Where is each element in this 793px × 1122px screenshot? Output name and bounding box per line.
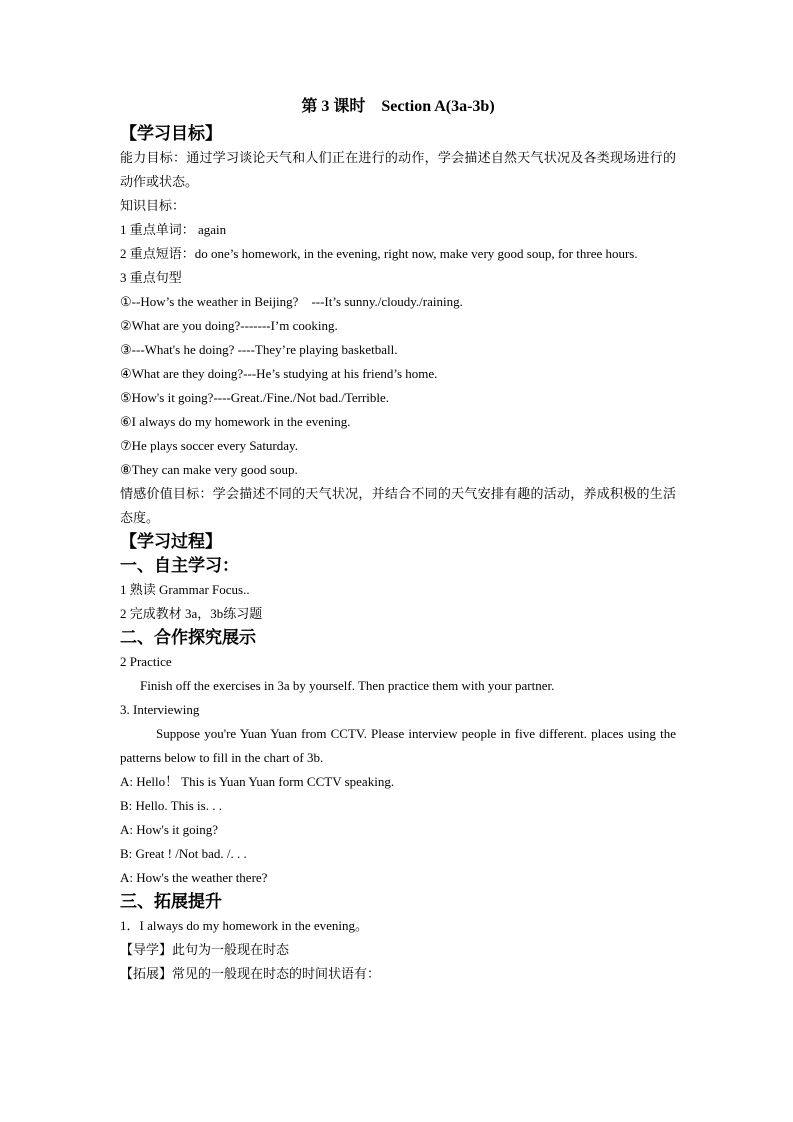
extend-item: 1．I always do my homework in the evening。: [120, 918, 369, 933]
practice-text: Finish off the exercises in 3a by yourself. Then practice them with your partner.: [140, 678, 555, 693]
worksheet-page: [120, 92, 676, 986]
page-title: 第 3 课时 Section A(3a-3b): [301, 98, 495, 115]
sentence-item: ⑥I always do my homework in the evening.: [120, 414, 351, 429]
goals-header: 【学习目标】: [120, 124, 222, 143]
process-header: 【学习过程】: [120, 532, 222, 551]
dialogue-line: A: How's it going?: [120, 822, 219, 837]
key-vocab: 1 重点单词： again: [120, 222, 227, 237]
guide-note: 【导学】此句为一般现在时态: [120, 942, 290, 957]
expand-note: 【拓展】常见的一般现在时态的时间状语有：: [120, 966, 381, 981]
dialogue-line: B: Hello. This is. . .: [120, 798, 222, 813]
self-study-item: 2 完成教材 3a，3b练习题: [120, 606, 263, 621]
dialogue-line: A: Hello！ This is Yuan Yuan form CCTV speaking.: [120, 774, 395, 789]
interview-text: [120, 722, 676, 770]
practice-label: 2 Practice: [120, 654, 172, 669]
self-study-item: 1 熟读 Grammar Focus..: [120, 582, 250, 597]
sentence-item: ⑦He plays soccer every Saturday.: [120, 438, 298, 453]
dialogue-line: A: How's the weather there?: [120, 870, 268, 885]
sentence-item: ③---What's he doing? ----They’re playing basketball.: [120, 342, 398, 357]
emotion-goal: 情感价值目标：学会描述不同的天气状况，并结合不同的天气安排有趣的活动，养成积极的生活态度。: [120, 486, 676, 525]
self-study-header: 一、自主学习：: [120, 556, 239, 575]
dialogue-line: B: Great ! /Not bad. /. . .: [120, 846, 247, 861]
sentence-item: ②What are you doing?-------I’m cooking.: [120, 318, 338, 333]
ability-goal: 能力目标：通过学习谈论天气和人们正在进行的动作，学会描述自然天气状况及各类现场进行的动作或状态。: [120, 150, 676, 189]
interview-label: 3. Interviewing: [120, 702, 200, 717]
knowledge-goal: 知识目标：: [120, 198, 186, 213]
key-phrases: 2 重点短语：do one’s homework, in the evening, right now, make very good soup, for three hours.: [120, 246, 638, 261]
coop-header: 二、合作探究展示: [120, 628, 256, 647]
extend-header: 三、拓展提升: [120, 892, 222, 911]
sentence-item: ⑧They can make very good soup.: [120, 462, 298, 477]
sentences-header: 3 重点句型: [120, 270, 182, 285]
sentence-item: ⑤How's it going?----Great./Fine./Not bad./Terrible.: [120, 390, 390, 405]
interview-text-content: Suppose you're Yuan Yuan from CCTV. Please interview people in five different. places using the patterns below to fill in the chart of 3b.: [120, 726, 676, 765]
sentence-item: ④What are they doing?---He’s studying at his friend’s home.: [120, 366, 438, 381]
sentence-item: ①--How’s the weather in Beijing? ---It’s sunny./cloudy./raining.: [120, 294, 463, 309]
